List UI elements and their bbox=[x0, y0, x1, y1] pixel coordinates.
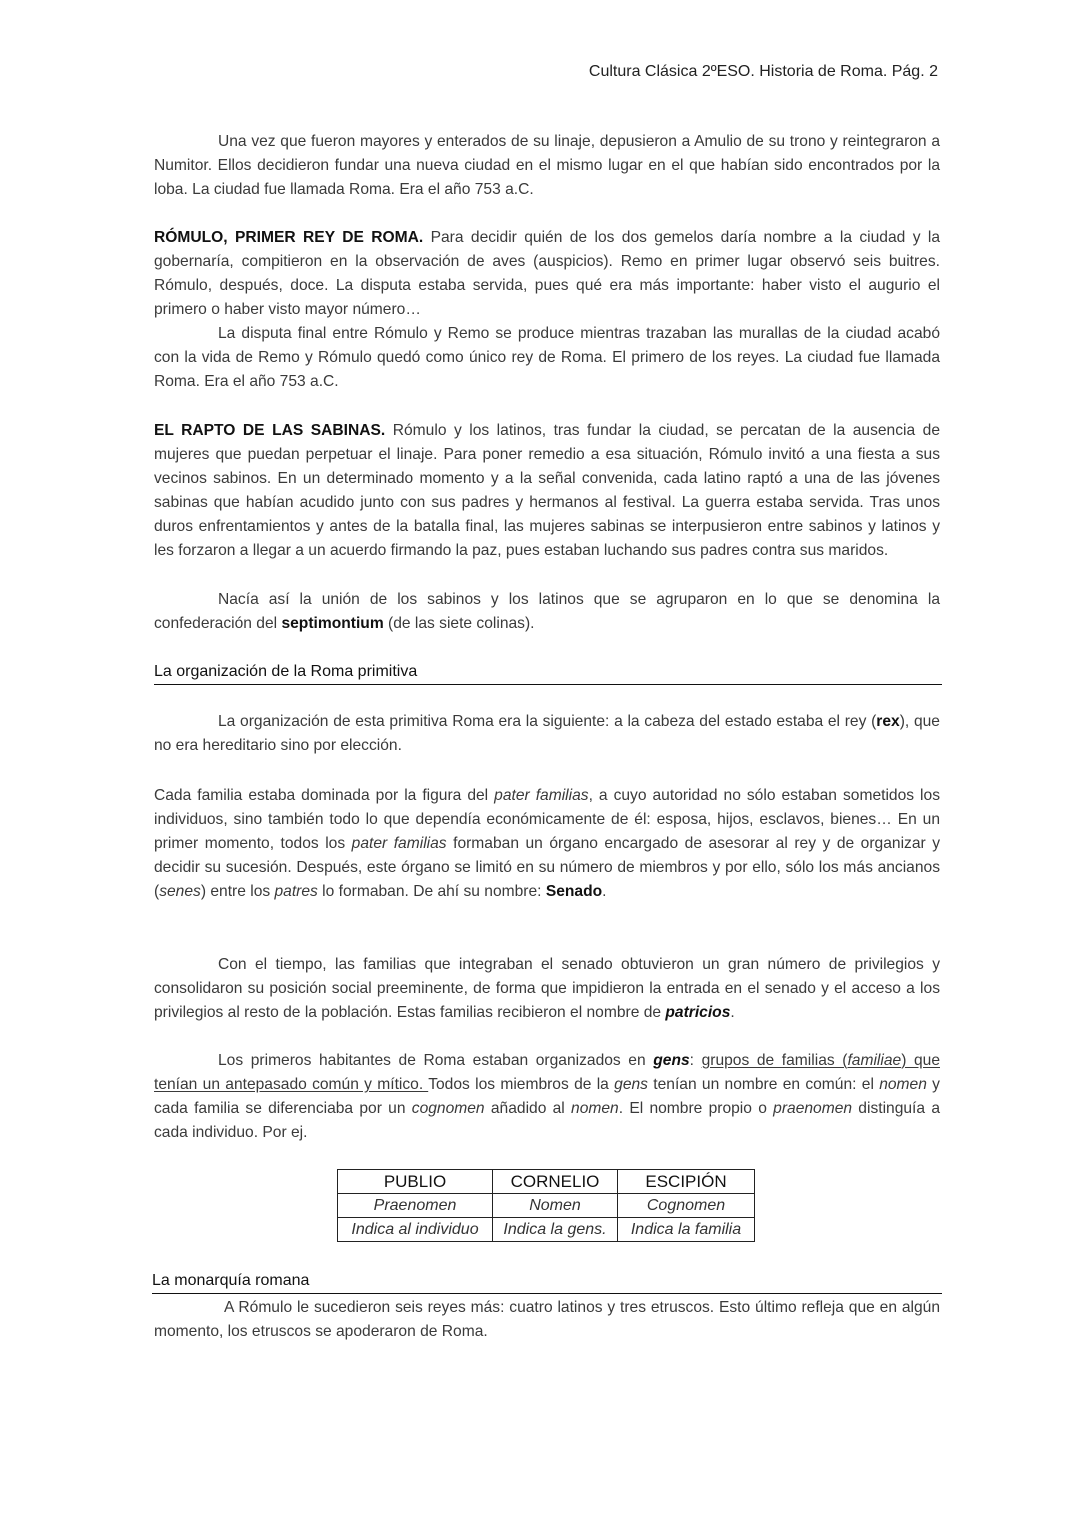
text: . bbox=[730, 1004, 735, 1022]
text: tenían un nombre en común: el bbox=[647, 1076, 880, 1094]
paragraph-founding: Una vez que fueron mayores y enterados de su linaje, depusieron a Amulio de su trono y reintegraron a Numitor. Ellos decidieron fundar una nueva ciudad en el mismo lugar en el que habían sido encontrados por la loba. La ciudad fue llamada Roma. Era el año 753 a.C. bbox=[154, 133, 940, 199]
paragraph-gens bbox=[154, 1049, 940, 1145]
term: patres bbox=[274, 883, 318, 901]
paragraph-septimontium bbox=[154, 588, 940, 636]
text: formaban un órgano encargado de asesorar al rey y de organizar y decidir su sucesión. Después, este órgano se limitó en su número de miembros y por ello, sólo los más ancianos ( bbox=[154, 835, 941, 901]
term: pater familias bbox=[351, 835, 447, 853]
term: praenomen bbox=[773, 1100, 853, 1118]
paragraph-rex bbox=[154, 710, 940, 758]
table-cell: Indica la gens. bbox=[493, 1218, 618, 1242]
text: grupos de familias ( bbox=[701, 1052, 848, 1069]
term-senado: Senado bbox=[545, 883, 603, 901]
page-header: Cultura Clásica 2ºESO. Historia de Roma. Pág. 2 bbox=[588, 63, 938, 80]
term: gens bbox=[614, 1076, 648, 1094]
text: distinguía a cada individuo. Por ej. bbox=[154, 1100, 941, 1142]
text: La organización de esta primitiva Roma era la siguiente: a la cabeza del estado estaba el rey ( bbox=[218, 713, 877, 730]
term: familiae bbox=[847, 1052, 902, 1069]
table-cell: Cognomen bbox=[618, 1194, 755, 1218]
term: nomen bbox=[571, 1100, 619, 1118]
table-cell: Praenomen bbox=[338, 1194, 493, 1218]
table-cell: Indica al individuo bbox=[338, 1218, 493, 1242]
table-row bbox=[338, 1218, 755, 1242]
term: senes bbox=[159, 883, 201, 901]
table-cell: CORNELIO bbox=[493, 1170, 618, 1194]
term: nomen bbox=[879, 1076, 927, 1094]
term-patricios: patricios bbox=[665, 1004, 731, 1022]
text: : bbox=[689, 1052, 702, 1069]
text: lo formaban. De ahí su nombre: bbox=[317, 883, 546, 901]
sabinas-text: Rómulo y los latinos, tras fundar la ciudad, se percatan de la ausencia de mujeres que puedan perpetuar el linaje. Para poner remedio a esa situación, Rómulo invitó a una fiesta a sus vecinos sabinos. En un determinado momento y a la señal convenida, cada latino raptó a una de las jóvenes sabinas que habían acudido junto con sus padres y hermanos al festival. La guerra estaba servida. Tras unos duros enfrentamientos y antes de la batalla final, las mujeres sabinas se interpusieron entre sabinos y latinos y les forzaron a llegar a un acuerdo firmando la paz, pues estaban luchando sus padres contra sus maridos. bbox=[154, 422, 940, 560]
romulo-text: Para decidir quién de los dos gemelos daría nombre a la ciudad y la gobernaría, compitieron en la observación de aves (auspicios). Remo en primer lugar observó seis buitres. Rómulo, después, doce. La disputa estaba servida, pues qué era más importante: haber visto el augurio el primero o haber visto mayor número… bbox=[154, 229, 941, 319]
term: cognomen bbox=[411, 1100, 485, 1118]
text: . bbox=[602, 883, 607, 901]
text: Nacía así la unión de los sabinos y los latinos que se agruparon en lo que se denomina la confederación del bbox=[154, 591, 940, 633]
text: Todos los miembros de la bbox=[428, 1076, 615, 1094]
text: y cada familia se diferenciaba por un bbox=[154, 1076, 940, 1118]
term: pater familias bbox=[494, 787, 589, 804]
table-cell: ESCIPIÓN bbox=[618, 1170, 755, 1194]
table-cell: Indica la familia bbox=[618, 1218, 755, 1242]
table-cell: Nomen bbox=[493, 1194, 618, 1218]
term-septimontium: septimontium bbox=[281, 615, 384, 633]
text: (de las siete colinas). bbox=[383, 615, 535, 633]
paragraph-pater-familias bbox=[154, 784, 940, 904]
text: , a cuyo autoridad no sólo estaban sometidos los individuos, sino también todo lo que dependía económicamente de él: esposa, hijos, esclavos, bienes… En un primer momento, todos los bbox=[154, 787, 940, 853]
term-gens: gens bbox=[653, 1052, 690, 1069]
paragraph-monarquia: A Rómulo le sucedieron seis reyes más: cuatro latinos y tres etruscos. Esto último refleja que en algún momento, los etruscos se apoderaron de Roma. bbox=[154, 1299, 940, 1341]
text: Los primeros habitantes de Roma estaban organizados en bbox=[218, 1052, 654, 1069]
romulo-heading: RÓMULO, PRIMER REY DE ROMA. bbox=[154, 229, 424, 246]
section-heading-organizacion: La organización de la Roma primitiva bbox=[154, 661, 942, 685]
table-cell: PUBLIO bbox=[338, 1170, 493, 1194]
text: ) que tenían un antepasado común y mítico. bbox=[154, 1052, 940, 1094]
table-row bbox=[338, 1170, 755, 1194]
term-rex: rex bbox=[876, 713, 900, 730]
text: Cada familia estaba dominada por la figura del bbox=[154, 787, 495, 804]
section-heading-monarquia: La monarquía romana bbox=[152, 1270, 942, 1294]
text: ) entre los bbox=[200, 883, 275, 901]
text: ), que no era hereditario sino por elección. bbox=[154, 713, 940, 755]
text: añadido al bbox=[484, 1100, 572, 1118]
text: . El nombre propio o bbox=[618, 1100, 774, 1118]
paragraph-patricios bbox=[154, 953, 940, 1025]
text: Con el tiempo, las familias que integraban el senado obtuvieron un gran número de privilegios y consolidaron su posición social preeminente, de forma que impidieron la entrada en el senado y el acceso a los privilegios al resto de la población. Estas familias recibieron el nombre de bbox=[154, 956, 940, 1022]
paragraph-dispute: La disputa final entre Rómulo y Remo se produce mientras trazaban las murallas de la ciudad acabó con la vida de Remo y Rómulo quedó como único rey de Roma. El primero de los reyes. La ciudad fue llamada Roma. Era el año 753 a.C. bbox=[154, 325, 940, 391]
sabinas-heading: EL RAPTO DE LAS SABINAS. bbox=[154, 422, 386, 439]
table-row bbox=[338, 1194, 755, 1218]
paragraph-romulo bbox=[154, 226, 940, 322]
paragraph-sabinas bbox=[154, 419, 940, 564]
roman-name-table bbox=[337, 1169, 755, 1242]
